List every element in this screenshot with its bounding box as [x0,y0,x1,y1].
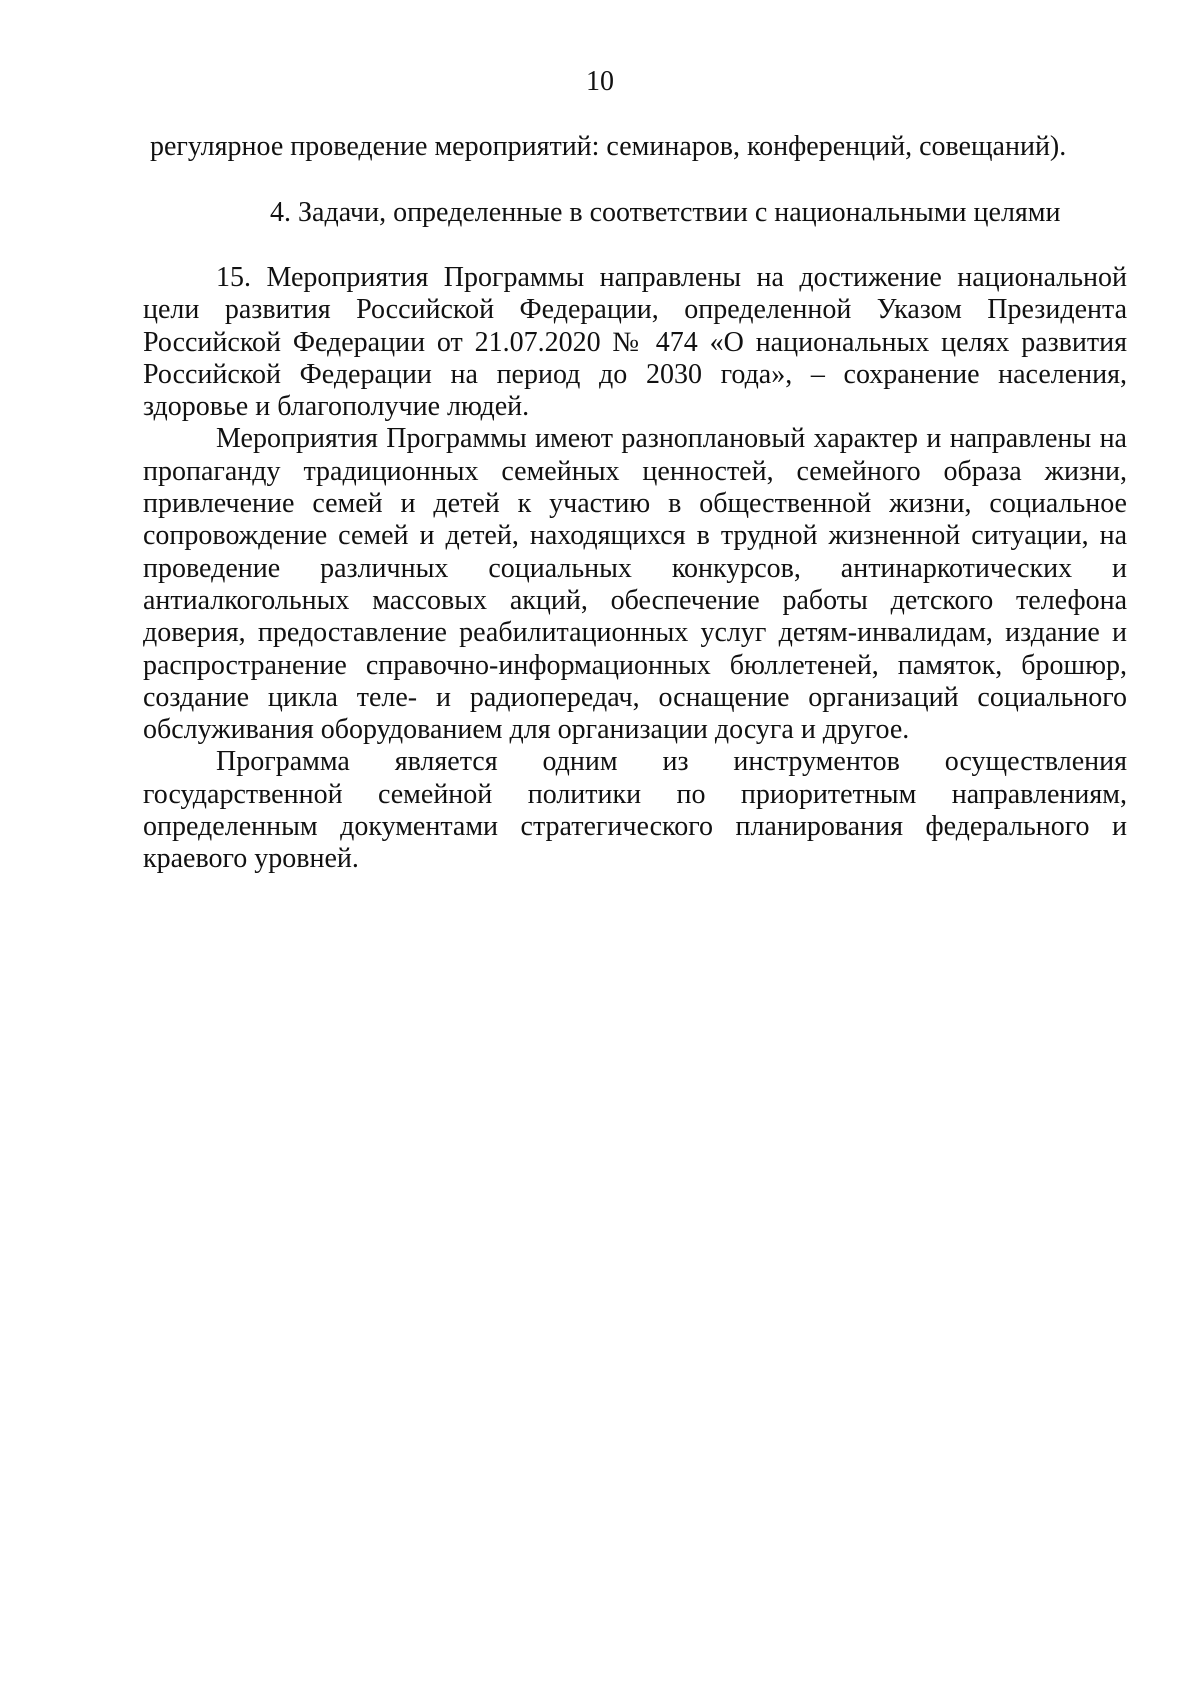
section-heading: 4. Задачи, определенные в соответствии с национальными целями [270,197,1061,228]
page-number: 10 [586,66,614,97]
paragraph-program-role: Программа является одним из инструментов осуществления государственной семейной политики по приоритетным направлениям, определенным документами стратегического планирования федерального и краевого уровней. [143,746,1127,875]
paragraph-activities: Мероприятия Программы имеют разноплановый характер и направлены на пропаганду традиционных семейных ценностей, семейного образа жизни, привлечение семей и детей к участию в общественной жизни, социальное сопровождение семей и детей, находящихся в трудной жизненной ситуации, на проведение различных социальных конкурсов, антинаркотических и антиалкогольных массовых акций, обеспечение работы детского телефона доверия, предоставление реабилитационных услуг детям-инвалидам, издание и распространение справочно-информационных бюллетеней, памяток, брошюр, создание цикла теле- и радиопередач, оснащение организаций социального обслуживания оборудованием для организации досуга и другое. [143,423,1127,746]
continuation-line: регулярное проведение мероприятий: семинаров, конференций, совещаний). [150,131,1067,162]
paragraph-15: 15. Мероприятия Программы направлены на достижение национальной цели развития Российской Федерации, определенной Указом Президента Российской Федерации от 21.07.2020 № 474 «О национальных целях развития Российской Федерации на период до 2030 года», – сохранение населения, здоровье и благополучие людей. [143,262,1127,423]
section-body [143,262,1127,876]
